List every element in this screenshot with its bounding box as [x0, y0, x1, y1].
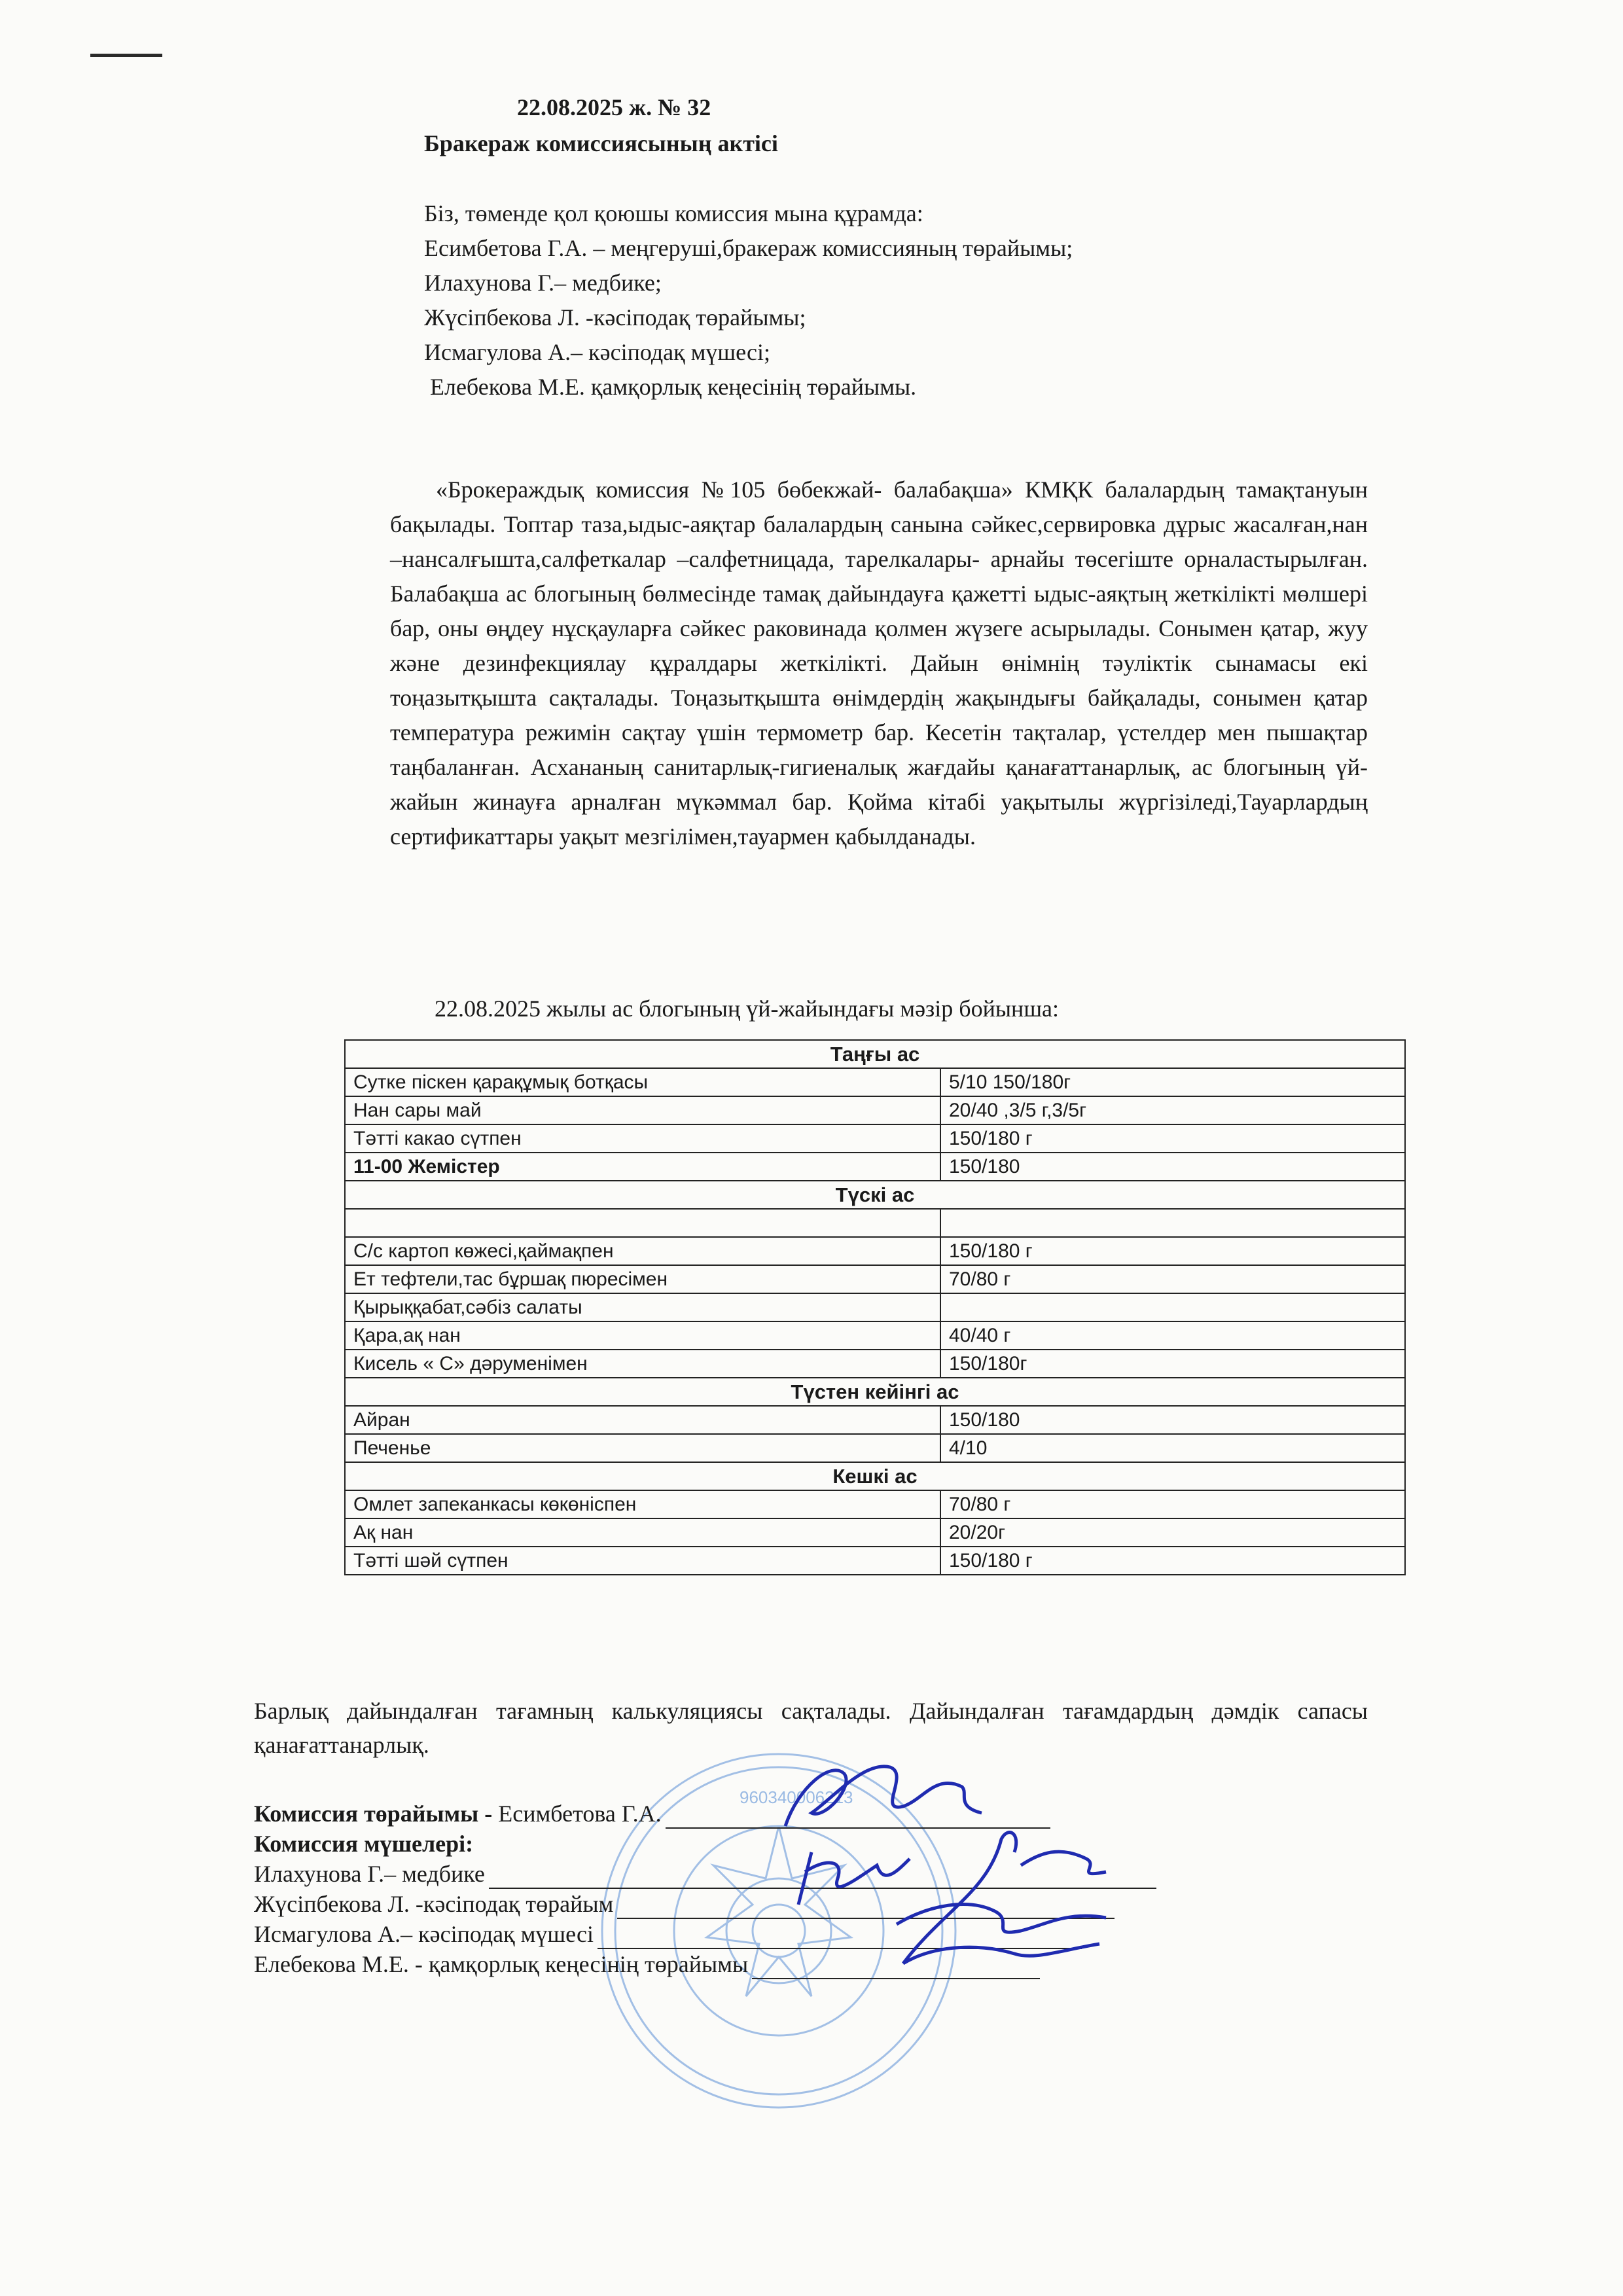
menu-row [345, 1518, 1405, 1547]
portion-size: 150/180 [940, 1153, 1405, 1181]
member-signature-name: Илахунова Г.– медбике [254, 1861, 485, 1887]
menu-row [345, 1237, 1405, 1265]
menu-section-title: Кешкі ас [345, 1462, 1405, 1490]
portion-size: 150/180 г [940, 1547, 1405, 1575]
act-date-number: 22.08.2025 ж. № 32 [517, 94, 711, 120]
portion-size: 40/40 г [940, 1321, 1405, 1350]
menu-row [345, 1490, 1405, 1518]
menu-section-row [345, 1181, 1405, 1209]
menu-row [345, 1068, 1405, 1096]
member-signature-name: Жүсіпбекова Л. -кәсіподақ төрайым [254, 1891, 614, 1917]
menu-row [345, 1096, 1405, 1124]
menu-section-title: Түскі ас [345, 1181, 1405, 1209]
scan-edge-mark [90, 54, 162, 57]
dish-name: Тәтті какао сүтпен [345, 1124, 940, 1153]
inspection-paragraph: «Брокераждық комиссия №105 бөбекжай- балабақша» КМҚК балалардың тамақтануын бақылады. Топтар таза,ыдыс-аяқтар балалардың санына сәйкес,сервировка дұрыс жасалған,нан –нансалғышта,салфеткалар –салфетницада, тарелкалары- арнайы төсегіште орналастырылған. Балабақша ас блогының бөлмесінде тамақ дайындауға қажетті ыдыс-аяқтың жеткілікті мөлшері бар, оны өңдеу нұсқауларға сәйкес раковинада қолмен жүзеге асырылады. Сонымен қатар, жуу және дезинфекциялау құралдары жеткілікті. Дайын өнімнің тәуліктік сынамасы екі тоңазытқышта сақталады. Тоңазытқышта өнімдердің жақындығы байқалады, сонымен қатар температура режимін сақтау үшін термометр бар. Кесетін тақталар, үстелдер мен пышақтар таңбаланған. Асхананың санитарлық-гигиеналық жағдайы қанағаттанарлық, ас блогының үй-жайын жинауға арналған мүкәммал бар. Қойма кітабі уақытылы жүргізіледі,Тауарлардың сертификаттары уақыт мезгілімен,тауармен қабылданады. [390, 476, 1368, 850]
menu-row [345, 1265, 1405, 1293]
portion-size: 5/10 150/180г [940, 1068, 1405, 1096]
menu-row [345, 1321, 1405, 1350]
portion-size: 20/20г [940, 1518, 1405, 1547]
member-signature-name: Исмагулова А.– кәсіподақ мүшесі [254, 1921, 594, 1947]
chair-name: Есимбетова Г.А. [498, 1801, 662, 1827]
member-signature-name: Елебекова М.Е. - қамқорлық кеңесінің төрайымы [254, 1951, 749, 1977]
dish-name: Печенье [345, 1434, 940, 1462]
menu-row [345, 1406, 1405, 1434]
dish-name: Сутке піскен қарақұмық ботқасы [345, 1068, 940, 1096]
dish-name: 11-00 Жемістер [345, 1153, 940, 1181]
menu-row [345, 1293, 1405, 1321]
menu-blank-cell [345, 1209, 940, 1237]
portion-size: 70/80 г [940, 1265, 1405, 1293]
dish-name: Нан сары май [345, 1096, 940, 1124]
portion-size: 20/40 ,3/5 г,3/5г [940, 1096, 1405, 1124]
portion-size: 150/180 г [940, 1237, 1405, 1265]
menu-blank-cell [940, 1209, 1405, 1237]
dish-name: Ет тефтели,тас бұршақ пюресімен [345, 1265, 940, 1293]
portion-size: 150/180г [940, 1350, 1405, 1378]
conclusion-paragraph: Барлық дайындалған тағамның калькуляциясы сақталады. Дайындалған тағамдардың дәмдік сапасы қанағаттанарлық. [254, 1698, 1368, 1758]
menu-section-row [345, 1040, 1405, 1068]
menu-section-row [345, 1462, 1405, 1490]
menu-row [345, 1124, 1405, 1153]
portion-size: 150/180 [940, 1406, 1405, 1434]
seal-number: 960340006213 [740, 1787, 853, 1807]
chair-label: Комиссия төрайымы - [254, 1801, 499, 1827]
menu-section-title: Таңғы ас [345, 1040, 1405, 1068]
portion-size: 70/80 г [940, 1490, 1405, 1518]
dish-name: Ақ нан [345, 1518, 940, 1547]
dish-name: Қара,ақ нан [345, 1321, 940, 1350]
menu-blank-row [345, 1209, 1405, 1237]
menu-table [344, 1039, 1406, 1575]
portion-size [940, 1293, 1405, 1321]
dish-name: С/с картоп көжесі,қаймақпен [345, 1237, 940, 1265]
dish-name: Тәтті шәй сүтпен [345, 1547, 940, 1575]
menu-row [345, 1434, 1405, 1462]
menu-caption: 22.08.2025 жылы ас блогының үй-жайындағы мәзір бойынша: [435, 996, 1060, 1022]
dish-name: Айран [345, 1406, 940, 1434]
member-line: Исмагулова А.– кәсіподақ мүшесі; [424, 339, 770, 365]
portion-size: 150/180 г [940, 1124, 1405, 1153]
dish-name: Қырыққабат,сәбіз салаты [345, 1293, 940, 1321]
member-line: Есимбетова Г.А. – меңгеруші,бракераж комиссияның төрайымы; [424, 235, 1073, 261]
menu-row [345, 1547, 1405, 1575]
member-signatures [890, 1813, 1126, 1983]
dish-name: Кисель « С» дәруменімен [345, 1350, 940, 1378]
members-label: Комиссия мүшелері: [254, 1831, 474, 1857]
menu-section-row [345, 1378, 1405, 1406]
portion-size: 4/10 [940, 1434, 1405, 1462]
menu-row [345, 1153, 1405, 1181]
member-line: Жүсіпбекова Л. -кәсіподақ төрайымы; [424, 304, 806, 331]
member-line: Илахунова Г.– медбике; [424, 270, 662, 296]
dish-name: Омлет запеканкасы көкөніспен [345, 1490, 940, 1518]
members-intro: Біз, төменде қол қоюшы комиссия мына құрамда: [424, 200, 923, 226]
commission-members [424, 196, 1073, 404]
menu-row [345, 1350, 1405, 1378]
act-title: Бракераж комиссиясының актісі [424, 130, 778, 156]
member-line: Елебекова М.Е. қамқорлық кеңесінің төрайымы. [424, 374, 917, 400]
menu-section-title: Түстен кейінгі ас [345, 1378, 1405, 1406]
